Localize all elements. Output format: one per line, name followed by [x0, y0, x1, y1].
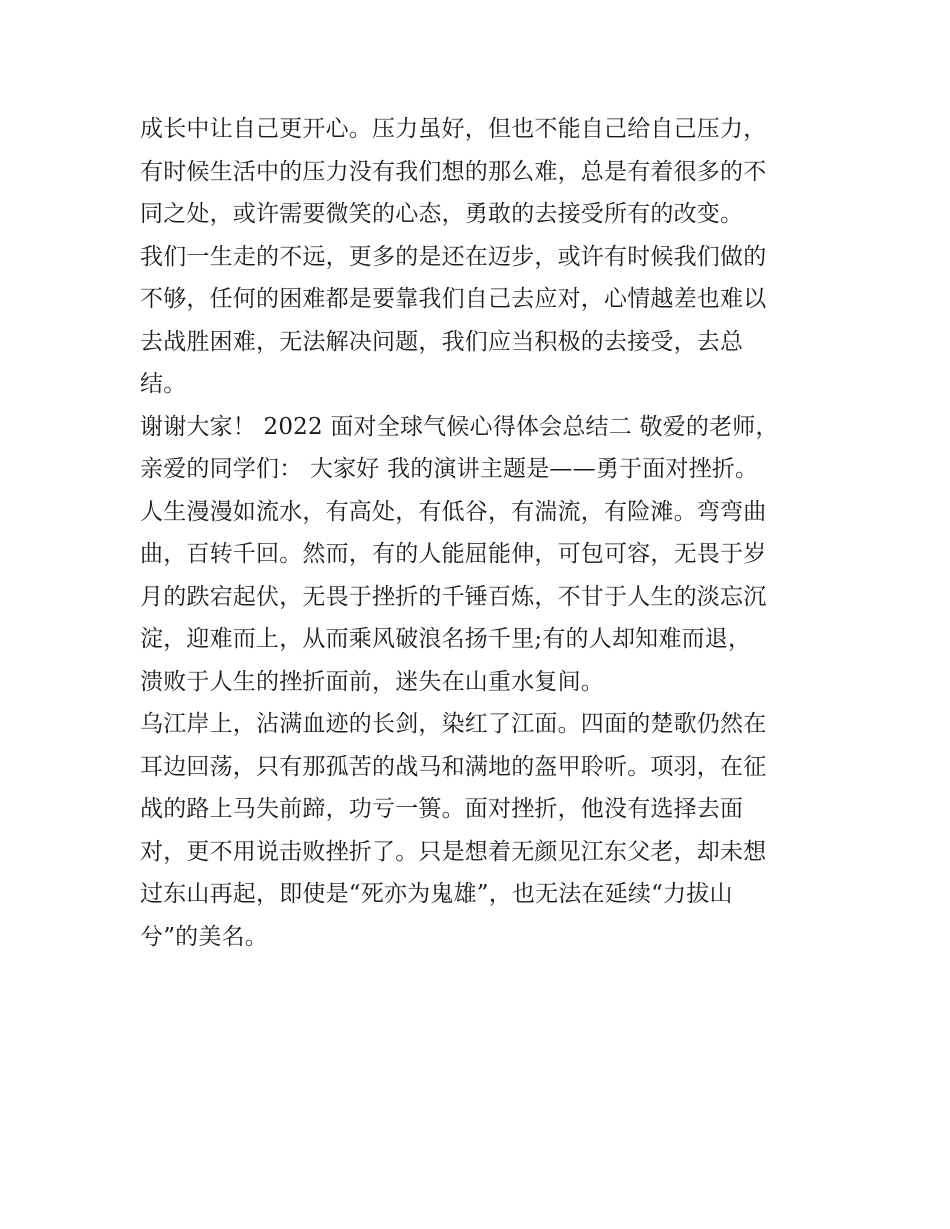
text-line: 淀，迎难而上，从而乘风破浪名扬千里;有的人却知难而退， [140, 626, 752, 652]
text-line: 耳边回荡，只有那孤苦的战马和满地的盔甲聆听。项羽，在征 [140, 753, 767, 780]
text-line: 溃败于人生的挫折面前，迷失在山重水复间。 [140, 668, 604, 695]
text-line: 乌江岸上，沾满血迹的长剑，染红了江面。四面的楚歌仍然在 [140, 711, 767, 737]
text-line: 成长中让自己更开心。压力虽好，但也不能自己给自己压力， [140, 116, 767, 142]
text-line: 不够，任何的困难都是要靠我们自己去应对，心情越差也难以 [140, 286, 767, 312]
text-line: 战的路上马失前蹄，功亏一篑。面对挫折，他没有选择去面 [140, 796, 744, 822]
text-line: 结。 [140, 371, 187, 397]
text-line: 对，更不用说击败挫折了。只是想着无颜见江东父老，却未想 [140, 838, 767, 865]
text-line: 有时候生活中的压力没有我们想的那么难，总是有着很多的不 [140, 158, 767, 185]
text-line: 曲，百转千回。然而，有的人能屈能伸，可包可容，无畏于岁 [140, 541, 767, 567]
text-line: 亲爱的同学们： 大家好 我的演讲主题是——勇于面对挫折。 [140, 456, 759, 482]
document-body [140, 108, 820, 958]
text-line: 同之处，或许需要微笑的心态，勇敢的去接受所有的改变。 [140, 201, 744, 227]
text-line: 兮”的美名。 [140, 923, 268, 950]
text-line: 去战胜困难，无法解决问题，我们应当积极的去接受，去总 [140, 328, 744, 355]
text-line: 月的跌宕起伏，无畏于挫折的千锤百炼，不甘于人生的淡忘沉 [140, 583, 767, 610]
text-line: 谢谢大家！ 2022 面对全球气候心得体会总结二 敬爱的老师， [140, 413, 779, 440]
text-line: 过东山再起，即使是“死亦为鬼雄”，也无法在延续“力拔山 [140, 881, 733, 907]
text-line: 我们一生走的不远，更多的是还在迈步，或许有时候我们做的 [140, 243, 767, 270]
text-line: 人生漫漫如流水，有高处，有低谷，有湍流，有险滩。弯弯曲 [140, 498, 767, 525]
